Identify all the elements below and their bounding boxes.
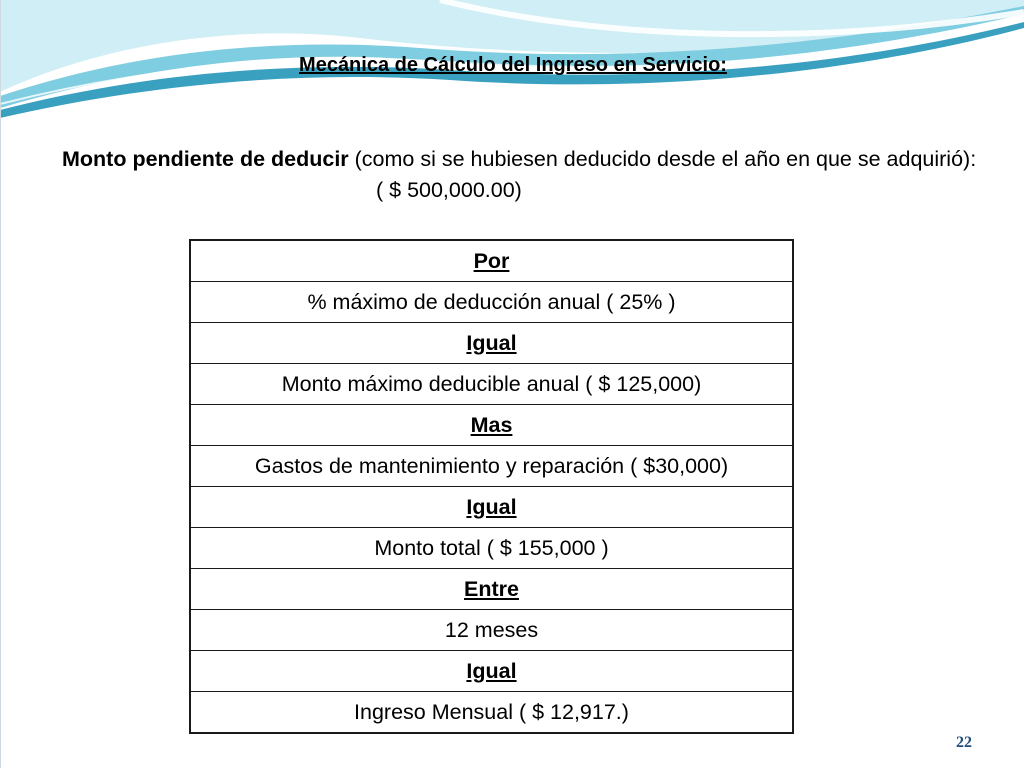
value-row: Gastos de mantenimiento y reparación ( $30,000): [191, 446, 792, 487]
operator-row: Igual: [191, 487, 792, 528]
value-row: % máximo de deducción anual ( 25% ): [191, 282, 792, 323]
operator-row: Por: [191, 241, 792, 282]
calculation-table: [189, 239, 794, 734]
operator-row: Igual: [191, 323, 792, 364]
value-row: Ingreso Mensual ( $ 12,917.): [354, 699, 629, 724]
intro-paragraph: [62, 144, 982, 202]
slide-title: Mecánica de Cálculo del Ingreso en Servicio:: [299, 54, 727, 76]
page-number: 22: [956, 734, 972, 751]
value-row: 12 meses: [191, 610, 792, 651]
intro-amount: ( $ 500,000.00): [376, 178, 522, 202]
operator-row: Entre: [191, 569, 792, 610]
intro-text: (como si se hubiesen deducido desde el año en que se adquirió):: [348, 147, 977, 171]
intro-bold-text: Monto pendiente de deducir: [62, 147, 349, 171]
operator-row: Mas: [191, 405, 792, 446]
operator-row: Igual: [191, 651, 792, 692]
value-row: Monto total ( $ 155,000 ): [191, 528, 792, 569]
value-row: Monto máximo deducible anual ( $ 125,000): [191, 364, 792, 405]
